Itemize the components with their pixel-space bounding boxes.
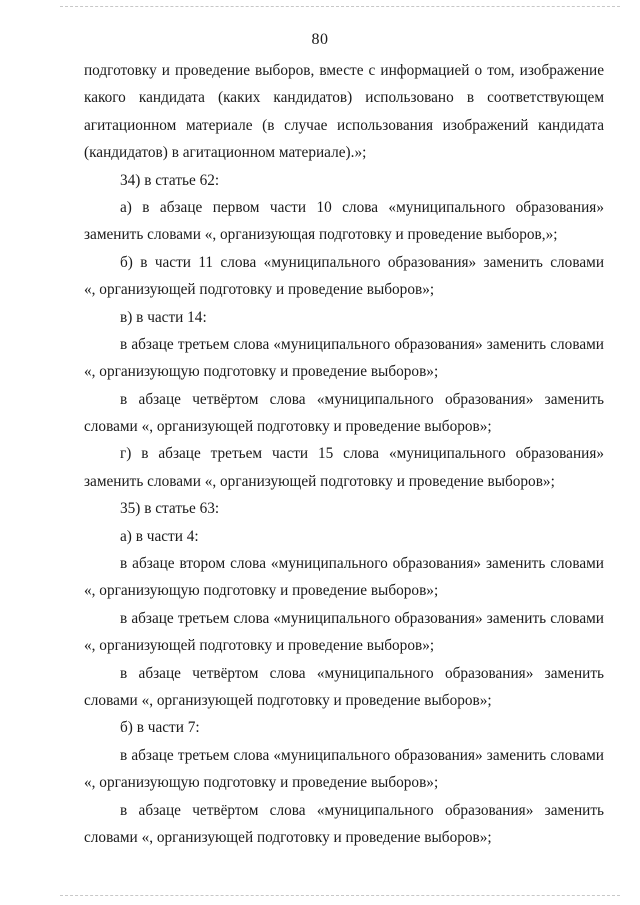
- list-item-heading: а) в части 4:: [120, 527, 199, 545]
- list-item-heading: б) в части 7:: [120, 719, 200, 737]
- document-body: [84, 57, 604, 851]
- text-line: какого кандидата (каких кандидатов) использовано в соответствующем: [84, 89, 604, 107]
- text-line: в абзаце третьем слова «муниципального образования» заменить словами: [120, 609, 604, 627]
- text-line: заменить словами «, организующей подготовку и проведение выборов»;: [84, 472, 555, 490]
- text-line: г) в абзаце третьем части 15 слова «муниципального образования»: [120, 445, 604, 463]
- text-line: заменить словами «, организующая подготовку и проведение выборов,»;: [84, 226, 558, 244]
- scan-edge-top: [60, 6, 620, 7]
- text-line: подготовку и проведение выборов, вместе с информацией о том, изображение: [84, 62, 604, 79]
- text-line: словами «, организующей подготовку и проведение выборов»;: [84, 691, 492, 709]
- text-line: а) в абзаце первом части 10 слова «муниципального образования»: [120, 198, 604, 216]
- text-line: «, организующей подготовку и проведение выборов»;: [84, 637, 435, 655]
- list-item-heading: в) в части 14:: [120, 308, 207, 326]
- text-line: словами «, организующей подготовку и проведение выборов»;: [84, 828, 492, 846]
- page-number: 80: [311, 31, 329, 48]
- text-line: в абзаце втором слова «муниципального образования» заменить словами: [120, 555, 604, 573]
- text-line: словами «, организующей подготовку и проведение выборов»;: [84, 418, 492, 436]
- list-item-heading: 34) в статье 62:: [120, 171, 220, 189]
- scan-edge-bottom: [60, 895, 620, 896]
- text-line: агитационном материале (в случае использования изображений кандидата: [84, 116, 604, 134]
- text-line: «, организующую подготовку и проведение выборов»;: [84, 582, 439, 600]
- text-line: «, организующую подготовку и проведение выборов»;: [84, 363, 439, 381]
- text-line: в абзаце третьем слова «муниципального образования» заменить словами: [120, 746, 604, 764]
- text-line: в абзаце третьем слова «муниципального образования» заменить словами: [120, 335, 604, 353]
- text-line: в абзаце четвёртом слова «муниципального образования» заменить: [120, 664, 604, 682]
- text-line: б) в части 11 слова «муниципального образования» заменить словами: [120, 253, 604, 271]
- text-line: «, организующую подготовку и проведение выборов»;: [84, 774, 439, 792]
- text-line: «, организующей подготовку и проведение выборов»;: [84, 281, 435, 299]
- text-line: (кандидатов) в агитационном материале).»;: [84, 144, 367, 162]
- text-line: в абзаце четвёртом слова «муниципального образования» заменить: [120, 801, 604, 819]
- list-item-heading: 35) в статье 63:: [120, 500, 220, 518]
- text-line: в абзаце четвёртом слова «муниципального образования» заменить: [120, 390, 604, 408]
